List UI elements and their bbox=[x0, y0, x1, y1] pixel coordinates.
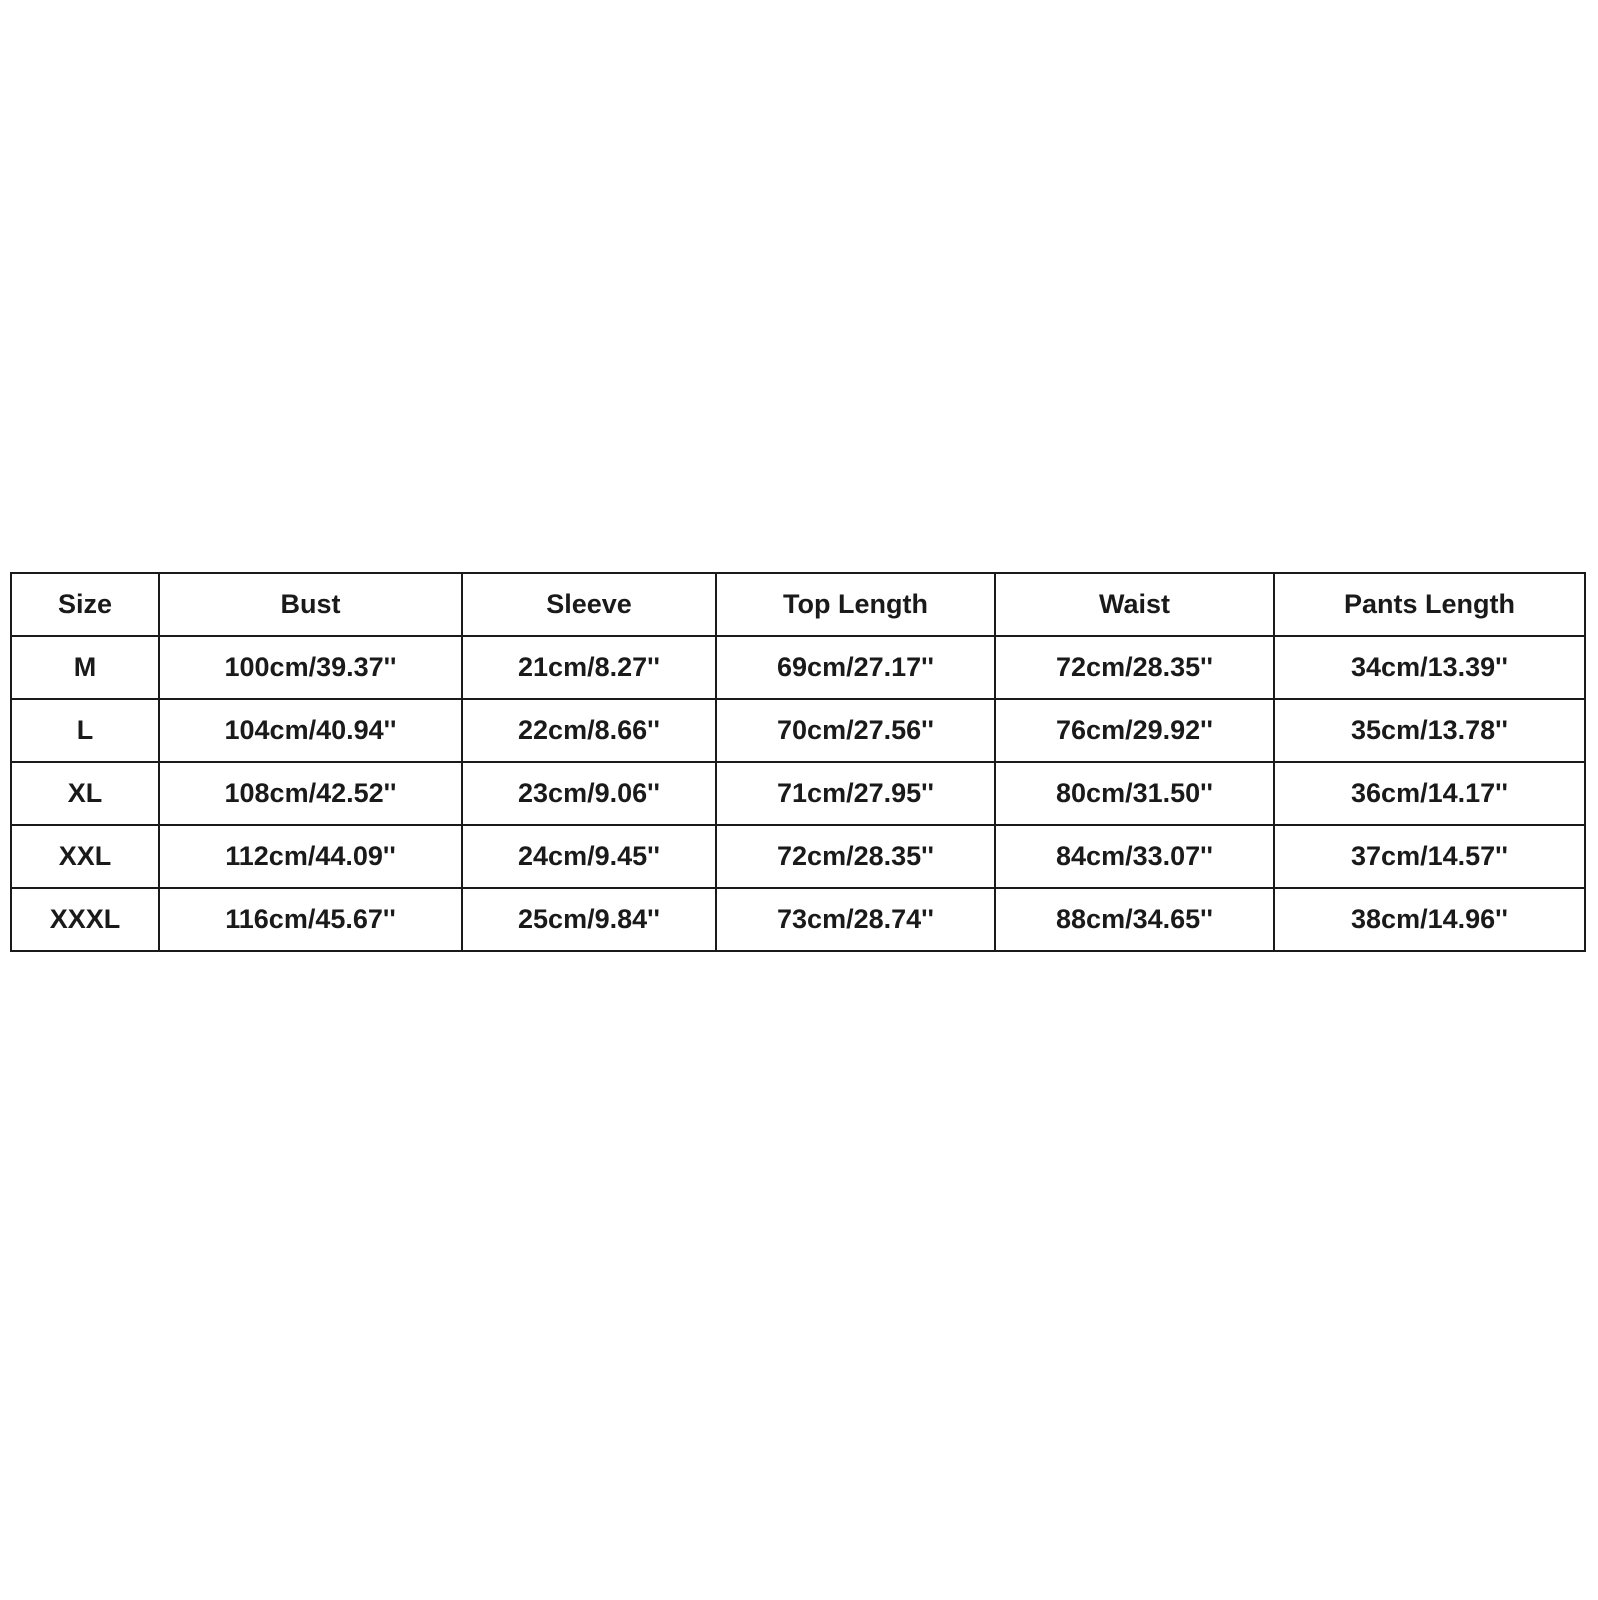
cell-size: XXL bbox=[11, 825, 159, 888]
cell-waist: 80cm/31.50'' bbox=[995, 762, 1274, 825]
cell-size: XL bbox=[11, 762, 159, 825]
table-row bbox=[11, 636, 1585, 699]
header-pants-length: Pants Length bbox=[1274, 573, 1585, 636]
cell-top-length: 72cm/28.35'' bbox=[716, 825, 995, 888]
table-row bbox=[11, 888, 1585, 951]
cell-pants-length: 35cm/13.78'' bbox=[1274, 699, 1585, 762]
header-waist: Waist bbox=[995, 573, 1274, 636]
header-size: Size bbox=[11, 573, 159, 636]
table-row bbox=[11, 825, 1585, 888]
cell-waist: 88cm/34.65'' bbox=[995, 888, 1274, 951]
header-top-length: Top Length bbox=[716, 573, 995, 636]
cell-top-length: 70cm/27.56'' bbox=[716, 699, 995, 762]
cell-sleeve: 21cm/8.27'' bbox=[462, 636, 716, 699]
cell-pants-length: 37cm/14.57'' bbox=[1274, 825, 1585, 888]
cell-size: XXXL bbox=[11, 888, 159, 951]
table-header-row bbox=[11, 573, 1585, 636]
table-row bbox=[11, 762, 1585, 825]
table-row bbox=[11, 699, 1585, 762]
cell-pants-length: 38cm/14.96'' bbox=[1274, 888, 1585, 951]
cell-top-length: 73cm/28.74'' bbox=[716, 888, 995, 951]
cell-bust: 112cm/44.09'' bbox=[159, 825, 462, 888]
cell-waist: 72cm/28.35'' bbox=[995, 636, 1274, 699]
header-bust: Bust bbox=[159, 573, 462, 636]
cell-bust: 100cm/39.37'' bbox=[159, 636, 462, 699]
cell-bust: 116cm/45.67'' bbox=[159, 888, 462, 951]
cell-top-length: 69cm/27.17'' bbox=[716, 636, 995, 699]
cell-top-length: 71cm/27.95'' bbox=[716, 762, 995, 825]
cell-bust: 104cm/40.94'' bbox=[159, 699, 462, 762]
cell-sleeve: 24cm/9.45'' bbox=[462, 825, 716, 888]
cell-waist: 84cm/33.07'' bbox=[995, 825, 1274, 888]
size-chart-table bbox=[10, 572, 1586, 952]
cell-pants-length: 36cm/14.17'' bbox=[1274, 762, 1585, 825]
cell-sleeve: 25cm/9.84'' bbox=[462, 888, 716, 951]
cell-waist: 76cm/29.92'' bbox=[995, 699, 1274, 762]
cell-pants-length: 34cm/13.39'' bbox=[1274, 636, 1585, 699]
header-sleeve: Sleeve bbox=[462, 573, 716, 636]
cell-sleeve: 23cm/9.06'' bbox=[462, 762, 716, 825]
cell-size: M bbox=[11, 636, 159, 699]
cell-sleeve: 22cm/8.66'' bbox=[462, 699, 716, 762]
cell-size: L bbox=[11, 699, 159, 762]
cell-bust: 108cm/42.52'' bbox=[159, 762, 462, 825]
